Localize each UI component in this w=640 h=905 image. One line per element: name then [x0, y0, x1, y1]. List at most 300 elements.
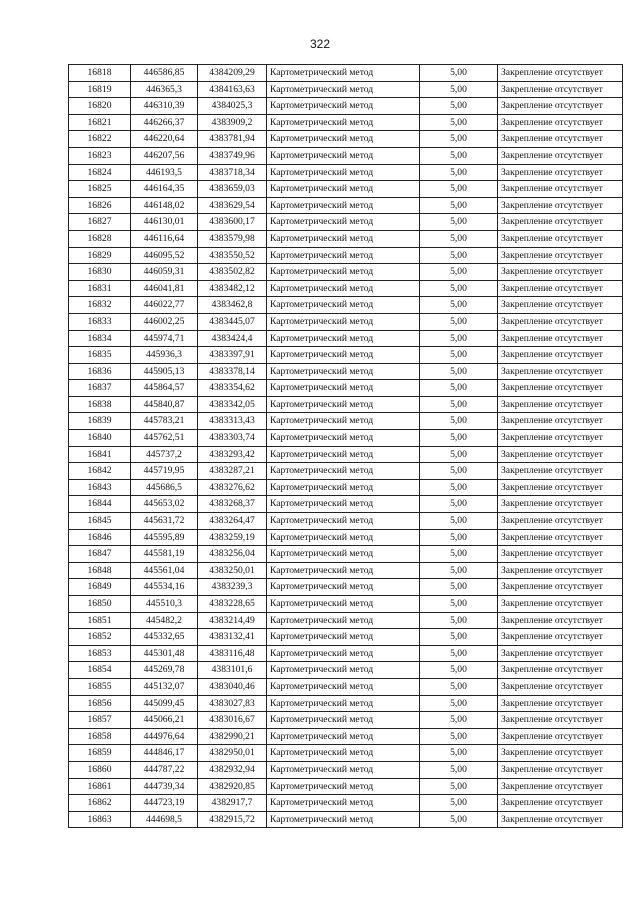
point-number-cell: 16862: [69, 795, 131, 812]
fixing-description-cell: Закрепление отсутствует: [498, 214, 623, 231]
fixing-description-cell: Закрепление отсутствует: [498, 745, 623, 762]
x-coordinate-cell: 445301,48: [131, 645, 198, 662]
fixing-description-cell: Закрепление отсутствует: [498, 811, 623, 828]
y-coordinate-cell: 4383239,3: [198, 579, 267, 596]
fixing-description-cell: Закрепление отсутствует: [498, 247, 623, 264]
y-coordinate-cell: 4383629,54: [198, 197, 267, 214]
fixing-description-cell: Закрепление отсутствует: [498, 562, 623, 579]
fixing-description-cell: Закрепление отсутствует: [498, 297, 623, 314]
fixing-description-cell: Закрепление отсутствует: [498, 396, 623, 413]
table-row: [69, 479, 623, 496]
fixing-description-cell: Закрепление отсутствует: [498, 380, 623, 397]
x-coordinate-cell: 445332,65: [131, 629, 198, 646]
point-number-cell: 16846: [69, 529, 131, 546]
y-coordinate-cell: 4383424,4: [198, 330, 267, 347]
accuracy-cell: 5,00: [420, 629, 498, 646]
point-number-cell: 16841: [69, 446, 131, 463]
point-number-cell: 16842: [69, 463, 131, 480]
x-coordinate-cell: 446130,01: [131, 214, 198, 231]
table-row: [69, 347, 623, 364]
x-coordinate-cell: 446586,85: [131, 65, 198, 82]
point-number-cell: 16824: [69, 164, 131, 181]
method-cell: Картометрический метод: [267, 562, 420, 579]
fixing-description-cell: Закрепление отсутствует: [498, 513, 623, 530]
y-coordinate-cell: 4383749,96: [198, 147, 267, 164]
accuracy-cell: 5,00: [420, 413, 498, 430]
accuracy-cell: 5,00: [420, 811, 498, 828]
fixing-description-cell: Закрепление отсутствует: [498, 98, 623, 115]
method-cell: Картометрический метод: [267, 761, 420, 778]
x-coordinate-cell: 446148,02: [131, 197, 198, 214]
method-cell: Картометрический метод: [267, 662, 420, 679]
table-row: [69, 463, 623, 480]
accuracy-cell: 5,00: [420, 728, 498, 745]
x-coordinate-cell: 446310,39: [131, 98, 198, 115]
method-cell: Картометрический метод: [267, 678, 420, 695]
table-row: [69, 164, 623, 181]
y-coordinate-cell: 4383550,52: [198, 247, 267, 264]
x-coordinate-cell: 445510,3: [131, 596, 198, 613]
accuracy-cell: 5,00: [420, 463, 498, 480]
x-coordinate-cell: 445840,87: [131, 396, 198, 413]
method-cell: Картометрический метод: [267, 529, 420, 546]
accuracy-cell: 5,00: [420, 596, 498, 613]
x-coordinate-cell: 446002,25: [131, 313, 198, 330]
y-coordinate-cell: 4383502,82: [198, 264, 267, 281]
accuracy-cell: 5,00: [420, 446, 498, 463]
y-coordinate-cell: 4383354,62: [198, 380, 267, 397]
y-coordinate-cell: 4384025,3: [198, 98, 267, 115]
fixing-description-cell: Закрепление отсутствует: [498, 546, 623, 563]
accuracy-cell: 5,00: [420, 513, 498, 530]
point-number-cell: 16860: [69, 761, 131, 778]
point-number-cell: 16845: [69, 513, 131, 530]
table-row: [69, 778, 623, 795]
accuracy-cell: 5,00: [420, 745, 498, 762]
method-cell: Картометрический метод: [267, 629, 420, 646]
table-row: [69, 280, 623, 297]
y-coordinate-cell: 4383909,2: [198, 114, 267, 131]
accuracy-cell: 5,00: [420, 214, 498, 231]
y-coordinate-cell: 4383228,65: [198, 596, 267, 613]
x-coordinate-cell: 445631,72: [131, 513, 198, 530]
method-cell: Картометрический метод: [267, 181, 420, 198]
x-coordinate-cell: 446059,31: [131, 264, 198, 281]
x-coordinate-cell: 446095,52: [131, 247, 198, 264]
table-row: [69, 596, 623, 613]
table-row: [69, 728, 623, 745]
table-row: [69, 131, 623, 148]
accuracy-cell: 5,00: [420, 761, 498, 778]
accuracy-cell: 5,00: [420, 264, 498, 281]
accuracy-cell: 5,00: [420, 579, 498, 596]
table-row: [69, 297, 623, 314]
table-row: [69, 612, 623, 629]
fixing-description-cell: Закрепление отсутствует: [498, 629, 623, 646]
x-coordinate-cell: 445719,95: [131, 463, 198, 480]
table-row: [69, 662, 623, 679]
accuracy-cell: 5,00: [420, 313, 498, 330]
table-row: [69, 396, 623, 413]
accuracy-cell: 5,00: [420, 363, 498, 380]
table-row: [69, 214, 623, 231]
fixing-description-cell: Закрепление отсутствует: [498, 596, 623, 613]
fixing-description-cell: Закрепление отсутствует: [498, 662, 623, 679]
point-number-cell: 16825: [69, 181, 131, 198]
y-coordinate-cell: 4383101,6: [198, 662, 267, 679]
y-coordinate-cell: 4383256,04: [198, 546, 267, 563]
point-number-cell: 16859: [69, 745, 131, 762]
x-coordinate-cell: 445132,07: [131, 678, 198, 695]
method-cell: Картометрический метод: [267, 65, 420, 82]
fixing-description-cell: Закрепление отсутствует: [498, 363, 623, 380]
y-coordinate-cell: 4383116,48: [198, 645, 267, 662]
fixing-description-cell: Закрепление отсутствует: [498, 413, 623, 430]
x-coordinate-cell: 446207,56: [131, 147, 198, 164]
accuracy-cell: 5,00: [420, 612, 498, 629]
fixing-description-cell: Закрепление отсутствует: [498, 496, 623, 513]
fixing-description-cell: Закрепление отсутствует: [498, 330, 623, 347]
table-row: [69, 230, 623, 247]
y-coordinate-cell: 4383264,47: [198, 513, 267, 530]
point-number-cell: 16828: [69, 230, 131, 247]
y-coordinate-cell: 4382950,01: [198, 745, 267, 762]
point-number-cell: 16863: [69, 811, 131, 828]
accuracy-cell: 5,00: [420, 712, 498, 729]
method-cell: Картометрический метод: [267, 164, 420, 181]
table-row: [69, 330, 623, 347]
fixing-description-cell: Закрепление отсутствует: [498, 181, 623, 198]
accuracy-cell: 5,00: [420, 147, 498, 164]
fixing-description-cell: Закрепление отсутствует: [498, 197, 623, 214]
point-number-cell: 16839: [69, 413, 131, 430]
fixing-description-cell: Закрепление отсутствует: [498, 446, 623, 463]
point-number-cell: 16855: [69, 678, 131, 695]
x-coordinate-cell: 444723,19: [131, 795, 198, 812]
x-coordinate-cell: 445864,57: [131, 380, 198, 397]
table-row: [69, 678, 623, 695]
method-cell: Картометрический метод: [267, 264, 420, 281]
method-cell: Картометрический метод: [267, 712, 420, 729]
table-row: [69, 98, 623, 115]
y-coordinate-cell: 4383276,62: [198, 479, 267, 496]
table-row: [69, 65, 623, 82]
accuracy-cell: 5,00: [420, 247, 498, 264]
method-cell: Картометрический метод: [267, 795, 420, 812]
y-coordinate-cell: 4383027,83: [198, 695, 267, 712]
fixing-description-cell: Закрепление отсутствует: [498, 529, 623, 546]
method-cell: Картометрический метод: [267, 313, 420, 330]
table-row: [69, 380, 623, 397]
y-coordinate-cell: 4383781,94: [198, 131, 267, 148]
y-coordinate-cell: 4383579,98: [198, 230, 267, 247]
method-cell: Картометрический метод: [267, 430, 420, 447]
accuracy-cell: 5,00: [420, 181, 498, 198]
method-cell: Картометрический метод: [267, 280, 420, 297]
method-cell: Картометрический метод: [267, 579, 420, 596]
point-number-cell: 16830: [69, 264, 131, 281]
y-coordinate-cell: 4383259,19: [198, 529, 267, 546]
method-cell: Картометрический метод: [267, 396, 420, 413]
accuracy-cell: 5,00: [420, 645, 498, 662]
point-number-cell: 16861: [69, 778, 131, 795]
y-coordinate-cell: 4383397,91: [198, 347, 267, 364]
method-cell: Картометрический метод: [267, 214, 420, 231]
point-number-cell: 16851: [69, 612, 131, 629]
table-row: [69, 147, 623, 164]
table-row: [69, 430, 623, 447]
coordinates-table: [68, 64, 623, 828]
x-coordinate-cell: 446220,64: [131, 131, 198, 148]
y-coordinate-cell: 4383462,8: [198, 297, 267, 314]
fixing-description-cell: Закрепление отсутствует: [498, 612, 623, 629]
table-row: [69, 446, 623, 463]
table-row: [69, 496, 623, 513]
x-coordinate-cell: 445686,5: [131, 479, 198, 496]
point-number-cell: 16833: [69, 313, 131, 330]
method-cell: Картометрический метод: [267, 645, 420, 662]
table-row: [69, 645, 623, 662]
x-coordinate-cell: 445762,51: [131, 430, 198, 447]
fixing-description-cell: Закрепление отсутствует: [498, 347, 623, 364]
point-number-cell: 16848: [69, 562, 131, 579]
accuracy-cell: 5,00: [420, 430, 498, 447]
x-coordinate-cell: 445595,89: [131, 529, 198, 546]
method-cell: Картометрический метод: [267, 230, 420, 247]
x-coordinate-cell: 444739,34: [131, 778, 198, 795]
point-number-cell: 16858: [69, 728, 131, 745]
fixing-description-cell: Закрепление отсутствует: [498, 645, 623, 662]
page-number: 322: [309, 37, 331, 51]
table-row: [69, 811, 623, 828]
table-row: [69, 745, 623, 762]
x-coordinate-cell: 445099,45: [131, 695, 198, 712]
method-cell: Картометрический метод: [267, 745, 420, 762]
method-cell: Картометрический метод: [267, 513, 420, 530]
table-row: [69, 197, 623, 214]
y-coordinate-cell: 4383378,14: [198, 363, 267, 380]
point-number-cell: 16821: [69, 114, 131, 131]
method-cell: Картометрический метод: [267, 380, 420, 397]
y-coordinate-cell: 4383132,41: [198, 629, 267, 646]
y-coordinate-cell: 4383287,21: [198, 463, 267, 480]
coordinates-table-body: [69, 65, 623, 828]
point-number-cell: 16852: [69, 629, 131, 646]
method-cell: Картометрический метод: [267, 596, 420, 613]
fixing-description-cell: Закрепление отсутствует: [498, 164, 623, 181]
x-coordinate-cell: 446022,77: [131, 297, 198, 314]
table-row: [69, 313, 623, 330]
point-number-cell: 16820: [69, 98, 131, 115]
fixing-description-cell: Закрепление отсутствует: [498, 695, 623, 712]
table-row: [69, 579, 623, 596]
accuracy-cell: 5,00: [420, 678, 498, 695]
accuracy-cell: 5,00: [420, 479, 498, 496]
fixing-description-cell: Закрепление отсутствует: [498, 131, 623, 148]
fixing-description-cell: Закрепление отсутствует: [498, 463, 623, 480]
x-coordinate-cell: 445974,71: [131, 330, 198, 347]
y-coordinate-cell: 4383293,42: [198, 446, 267, 463]
fixing-description-cell: Закрепление отсутствует: [498, 65, 623, 82]
table-row: [69, 695, 623, 712]
x-coordinate-cell: 445581,19: [131, 546, 198, 563]
method-cell: Картометрический метод: [267, 811, 420, 828]
accuracy-cell: 5,00: [420, 197, 498, 214]
fixing-description-cell: Закрепление отсутствует: [498, 479, 623, 496]
y-coordinate-cell: 4383268,37: [198, 496, 267, 513]
point-number-cell: 16840: [69, 430, 131, 447]
table-row: [69, 513, 623, 530]
point-number-cell: 16843: [69, 479, 131, 496]
y-coordinate-cell: 4383016,67: [198, 712, 267, 729]
fixing-description-cell: Закрепление отсутствует: [498, 795, 623, 812]
table-row: [69, 562, 623, 579]
point-number-cell: 16847: [69, 546, 131, 563]
point-number-cell: 16849: [69, 579, 131, 596]
accuracy-cell: 5,00: [420, 778, 498, 795]
table-row: [69, 546, 623, 563]
y-coordinate-cell: 4382920,85: [198, 778, 267, 795]
point-number-cell: 16838: [69, 396, 131, 413]
accuracy-cell: 5,00: [420, 546, 498, 563]
fixing-description-cell: Закрепление отсутствует: [498, 778, 623, 795]
method-cell: Картометрический метод: [267, 114, 420, 131]
table-row: [69, 114, 623, 131]
accuracy-cell: 5,00: [420, 230, 498, 247]
point-number-cell: 16856: [69, 695, 131, 712]
fixing-description-cell: Закрепление отсутствует: [498, 728, 623, 745]
table-row: [69, 181, 623, 198]
point-number-cell: 16819: [69, 81, 131, 98]
method-cell: Картометрический метод: [267, 778, 420, 795]
accuracy-cell: 5,00: [420, 347, 498, 364]
fixing-description-cell: Закрепление отсутствует: [498, 114, 623, 131]
y-coordinate-cell: 4383214,49: [198, 612, 267, 629]
method-cell: Картометрический метод: [267, 463, 420, 480]
point-number-cell: 16854: [69, 662, 131, 679]
method-cell: Картометрический метод: [267, 347, 420, 364]
accuracy-cell: 5,00: [420, 496, 498, 513]
y-coordinate-cell: 4383659,03: [198, 181, 267, 198]
x-coordinate-cell: 445737,2: [131, 446, 198, 463]
fixing-description-cell: Закрепление отсутствует: [498, 712, 623, 729]
y-coordinate-cell: 4384209,29: [198, 65, 267, 82]
x-coordinate-cell: 444976,64: [131, 728, 198, 745]
y-coordinate-cell: 4383482,12: [198, 280, 267, 297]
fixing-description-cell: Закрепление отсутствует: [498, 678, 623, 695]
method-cell: Картометрический метод: [267, 363, 420, 380]
method-cell: Картометрический метод: [267, 330, 420, 347]
x-coordinate-cell: 445936,3: [131, 347, 198, 364]
fixing-description-cell: Закрепление отсутствует: [498, 280, 623, 297]
x-coordinate-cell: 445561,04: [131, 562, 198, 579]
accuracy-cell: 5,00: [420, 98, 498, 115]
table-row: [69, 264, 623, 281]
accuracy-cell: 5,00: [420, 81, 498, 98]
point-number-cell: 16853: [69, 645, 131, 662]
accuracy-cell: 5,00: [420, 795, 498, 812]
y-coordinate-cell: 4383445,07: [198, 313, 267, 330]
point-number-cell: 16822: [69, 131, 131, 148]
method-cell: Картометрический метод: [267, 612, 420, 629]
accuracy-cell: 5,00: [420, 297, 498, 314]
fixing-description-cell: Закрепление отсутствует: [498, 579, 623, 596]
method-cell: Картометрический метод: [267, 131, 420, 148]
accuracy-cell: 5,00: [420, 65, 498, 82]
accuracy-cell: 5,00: [420, 396, 498, 413]
fixing-description-cell: Закрепление отсутствует: [498, 264, 623, 281]
method-cell: Картометрический метод: [267, 479, 420, 496]
x-coordinate-cell: 446116,64: [131, 230, 198, 247]
method-cell: Картометрический метод: [267, 98, 420, 115]
method-cell: Картометрический метод: [267, 81, 420, 98]
table-row: [69, 712, 623, 729]
x-coordinate-cell: 444698,5: [131, 811, 198, 828]
point-number-cell: 16844: [69, 496, 131, 513]
fixing-description-cell: Закрепление отсутствует: [498, 81, 623, 98]
point-number-cell: 16827: [69, 214, 131, 231]
y-coordinate-cell: 4383600,17: [198, 214, 267, 231]
table-row: [69, 795, 623, 812]
x-coordinate-cell: 445783,21: [131, 413, 198, 430]
y-coordinate-cell: 4383313,43: [198, 413, 267, 430]
method-cell: Картометрический метод: [267, 546, 420, 563]
accuracy-cell: 5,00: [420, 164, 498, 181]
table-row: [69, 81, 623, 98]
point-number-cell: 16823: [69, 147, 131, 164]
y-coordinate-cell: 4383718,34: [198, 164, 267, 181]
y-coordinate-cell: 4383040,46: [198, 678, 267, 695]
table-row: [69, 247, 623, 264]
x-coordinate-cell: 445066,21: [131, 712, 198, 729]
method-cell: Картометрический метод: [267, 197, 420, 214]
accuracy-cell: 5,00: [420, 114, 498, 131]
table-row: [69, 629, 623, 646]
y-coordinate-cell: 4383342,05: [198, 396, 267, 413]
accuracy-cell: 5,00: [420, 529, 498, 546]
accuracy-cell: 5,00: [420, 380, 498, 397]
x-coordinate-cell: 444787,22: [131, 761, 198, 778]
accuracy-cell: 5,00: [420, 695, 498, 712]
point-number-cell: 16818: [69, 65, 131, 82]
point-number-cell: 16837: [69, 380, 131, 397]
y-coordinate-cell: 4384163,63: [198, 81, 267, 98]
method-cell: Картометрический метод: [267, 147, 420, 164]
table-row: [69, 761, 623, 778]
method-cell: Картометрический метод: [267, 496, 420, 513]
table-row: [69, 529, 623, 546]
fixing-description-cell: Закрепление отсутствует: [498, 147, 623, 164]
method-cell: Картометрический метод: [267, 413, 420, 430]
x-coordinate-cell: 446164,35: [131, 181, 198, 198]
fixing-description-cell: Закрепление отсутствует: [498, 430, 623, 447]
x-coordinate-cell: 446266,37: [131, 114, 198, 131]
x-coordinate-cell: 445269,78: [131, 662, 198, 679]
x-coordinate-cell: 446365,3: [131, 81, 198, 98]
accuracy-cell: 5,00: [420, 330, 498, 347]
fixing-description-cell: Закрепление отсутствует: [498, 761, 623, 778]
x-coordinate-cell: 446193,5: [131, 164, 198, 181]
table-row: [69, 363, 623, 380]
y-coordinate-cell: 4382990,21: [198, 728, 267, 745]
y-coordinate-cell: 4383303,74: [198, 430, 267, 447]
x-coordinate-cell: 446041,81: [131, 280, 198, 297]
y-coordinate-cell: 4382917,7: [198, 795, 267, 812]
point-number-cell: 16835: [69, 347, 131, 364]
x-coordinate-cell: 445534,16: [131, 579, 198, 596]
accuracy-cell: 5,00: [420, 662, 498, 679]
method-cell: Картометрический метод: [267, 695, 420, 712]
